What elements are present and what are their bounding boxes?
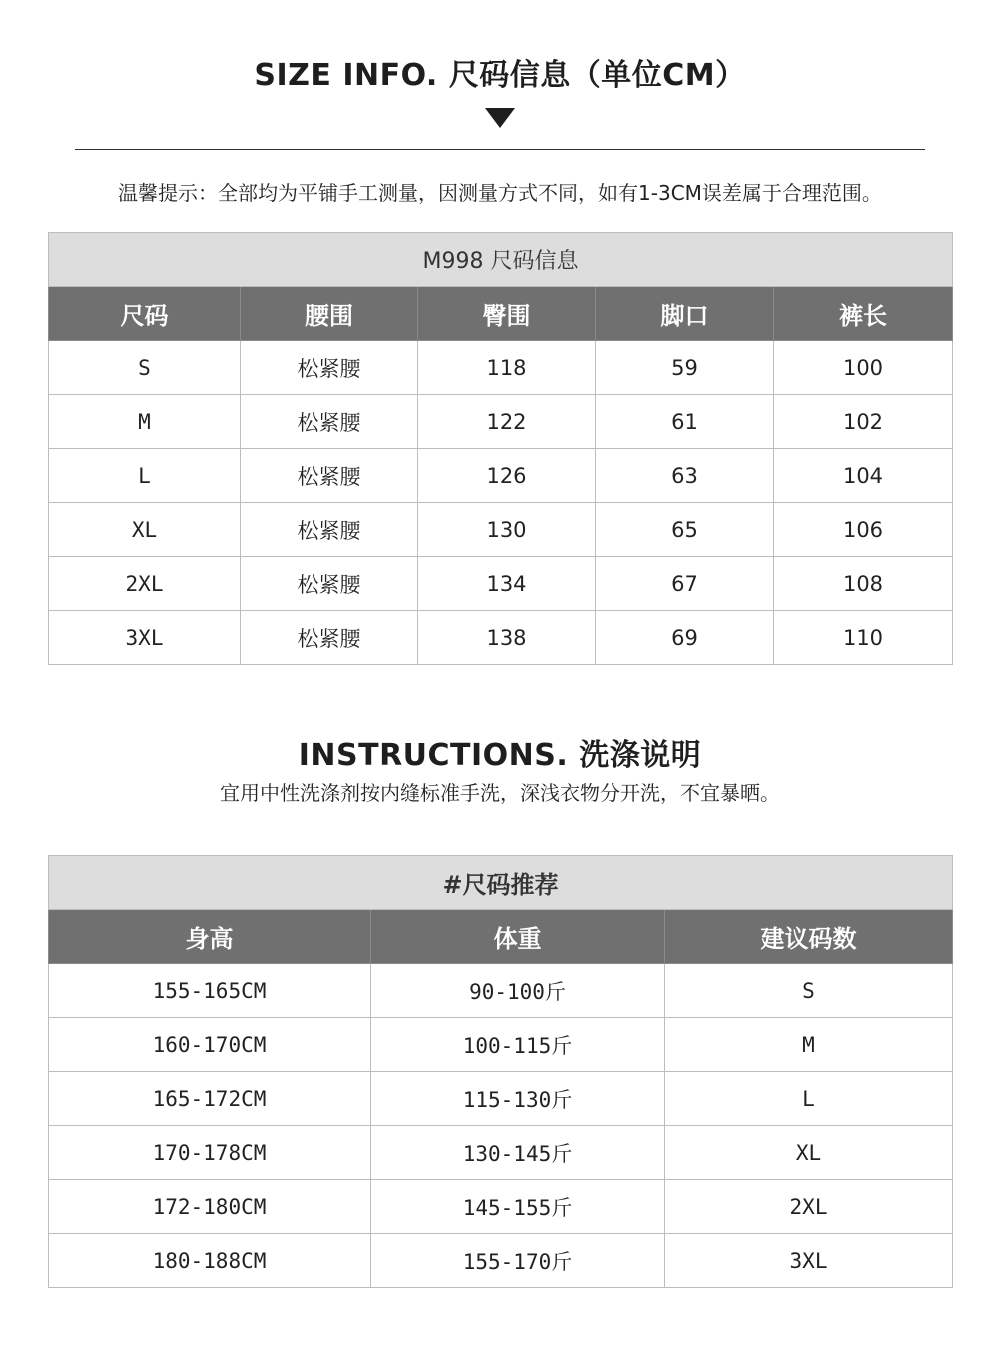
table-row — [49, 1126, 953, 1180]
length-cell: 110 — [774, 611, 953, 665]
divider — [75, 149, 925, 150]
waist-cell: 松紧腰 — [241, 449, 418, 503]
leg-opening-cell: 69 — [596, 611, 774, 665]
weight-cell: 145-155斤 — [371, 1180, 665, 1234]
leg-opening-cell: 61 — [596, 395, 774, 449]
size-cell: XL — [49, 503, 241, 557]
table-row — [49, 449, 953, 503]
table-row — [49, 1018, 953, 1072]
leg-opening-cell: 65 — [596, 503, 774, 557]
hip-cell: 122 — [418, 395, 596, 449]
height-cell: 170-178CM — [49, 1126, 371, 1180]
length-cell: 108 — [774, 557, 953, 611]
column-header-leg-opening: 脚口 — [596, 287, 774, 341]
height-cell: 180-188CM — [49, 1234, 371, 1288]
height-cell: 155-165CM — [49, 964, 371, 1018]
recommended-size-cell: 3XL — [665, 1234, 953, 1288]
column-header-length: 裤长 — [774, 287, 953, 341]
down-arrow-icon — [485, 108, 515, 128]
height-cell: 165-172CM — [49, 1072, 371, 1126]
weight-cell: 155-170斤 — [371, 1234, 665, 1288]
instructions-text: 宜用中性洗涤剂按内缝标准手洗，深浅衣物分开洗，不宜暴晒。 — [220, 781, 780, 805]
waist-cell: 松紧腰 — [241, 611, 418, 665]
waist-cell: 松紧腰 — [241, 341, 418, 395]
hip-cell: 130 — [418, 503, 596, 557]
size-cell: L — [49, 449, 241, 503]
column-header-size: 尺码 — [49, 287, 241, 341]
table-row — [49, 611, 953, 665]
table-row — [49, 341, 953, 395]
recommend-table-caption: #尺码推荐 — [49, 856, 953, 910]
table-row — [49, 557, 953, 611]
hip-cell: 118 — [418, 341, 596, 395]
recommend-table — [48, 855, 953, 1288]
size-info-title: SIZE INFO. 尺码信息（单位CM） — [254, 58, 746, 93]
size-cell: 3XL — [49, 611, 241, 665]
size-cell: 2XL — [49, 557, 241, 611]
leg-opening-cell: 67 — [596, 557, 774, 611]
recommended-size-cell: S — [665, 964, 953, 1018]
column-header-recommended-size: 建议码数 — [665, 910, 953, 964]
leg-opening-cell: 63 — [596, 449, 774, 503]
column-header-weight: 体重 — [371, 910, 665, 964]
height-cell: 172-180CM — [49, 1180, 371, 1234]
measurement-note: 温馨提示：全部均为平铺手工测量，因测量方式不同，如有1-3CM误差属于合理范围。 — [118, 181, 882, 205]
waist-cell: 松紧腰 — [241, 557, 418, 611]
weight-cell: 90-100斤 — [371, 964, 665, 1018]
size-cell: M — [49, 395, 241, 449]
length-cell: 106 — [774, 503, 953, 557]
column-header-waist: 腰围 — [241, 287, 418, 341]
weight-cell: 130-145斤 — [371, 1126, 665, 1180]
table-row — [49, 1072, 953, 1126]
table-row — [49, 503, 953, 557]
size-cell: S — [49, 341, 241, 395]
size-table-caption: M998 尺码信息 — [49, 233, 953, 287]
length-cell: 100 — [774, 341, 953, 395]
length-cell: 102 — [774, 395, 953, 449]
table-row — [49, 1180, 953, 1234]
length-cell: 104 — [774, 449, 953, 503]
recommended-size-cell: XL — [665, 1126, 953, 1180]
leg-opening-cell: 59 — [596, 341, 774, 395]
waist-cell: 松紧腰 — [241, 395, 418, 449]
size-table — [48, 232, 953, 665]
waist-cell: 松紧腰 — [241, 503, 418, 557]
table-row — [49, 964, 953, 1018]
table-row — [49, 1234, 953, 1288]
weight-cell: 115-130斤 — [371, 1072, 665, 1126]
column-header-hip: 臀围 — [418, 287, 596, 341]
hip-cell: 126 — [418, 449, 596, 503]
recommended-size-cell: M — [665, 1018, 953, 1072]
table-row — [49, 395, 953, 449]
instructions-title: INSTRUCTIONS. 洗涤说明 — [298, 738, 702, 773]
hip-cell: 134 — [418, 557, 596, 611]
recommended-size-cell: L — [665, 1072, 953, 1126]
hip-cell: 138 — [418, 611, 596, 665]
height-cell: 160-170CM — [49, 1018, 371, 1072]
column-header-height: 身高 — [49, 910, 371, 964]
recommended-size-cell: 2XL — [665, 1180, 953, 1234]
weight-cell: 100-115斤 — [371, 1018, 665, 1072]
